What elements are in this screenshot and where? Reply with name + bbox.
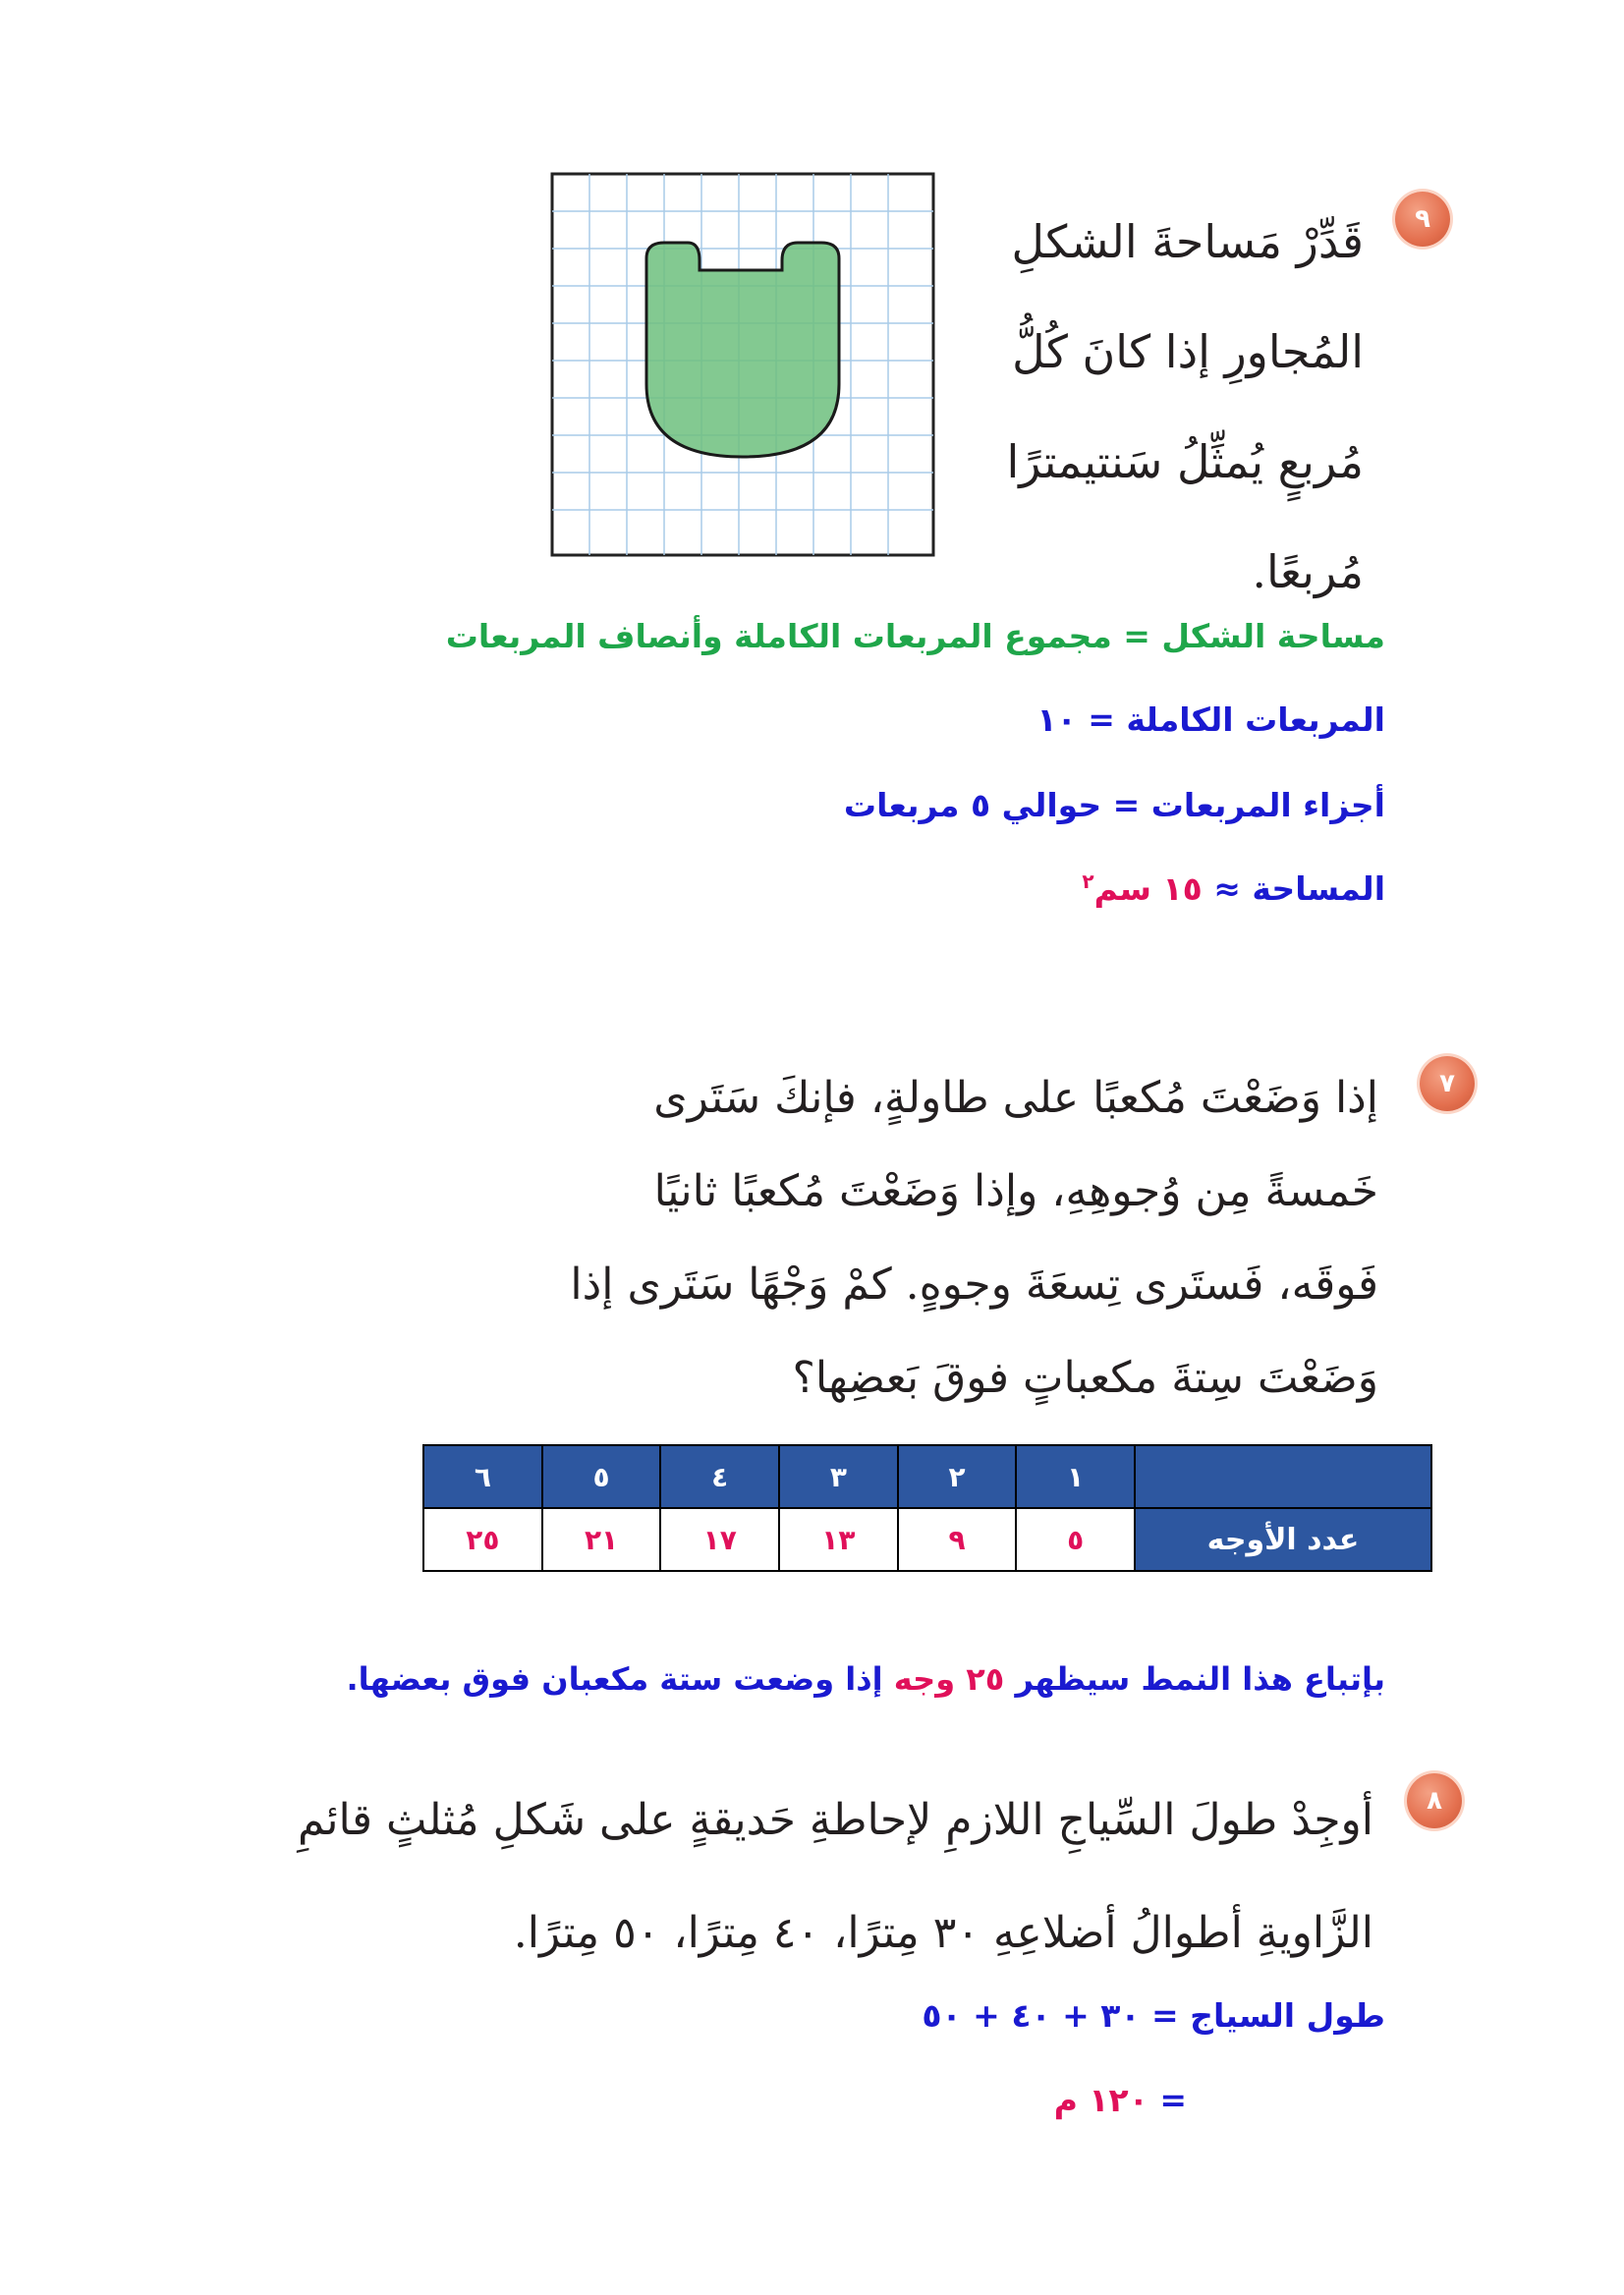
question-8-line-2: الزَّاويةِ أطوالُ أضلاعِهِ ٣٠ مِترًا، ٤٠ مِترًا، ٥٠ مِترًا. — [513, 1908, 1373, 1958]
question-7-line-2: خَمسةً مِن وُجوهِهِ، وإذا وَضَعْتَ مُكعبًا ثانيًا — [653, 1166, 1378, 1216]
value-cell: ١٧ — [660, 1508, 779, 1571]
header-cell: ٤ — [660, 1445, 779, 1508]
question-9-badge: ٩ — [1395, 192, 1450, 247]
area-exponent: ٢ — [1082, 869, 1094, 893]
q7-conclusion — [346, 1660, 1385, 1698]
value-cell: ١٣ — [779, 1508, 898, 1571]
green-shape — [646, 243, 839, 457]
question-9-text — [1007, 187, 1365, 627]
header-cell: ١ — [1016, 1445, 1135, 1508]
q9-answer-line-4 — [1082, 869, 1385, 908]
question-7-line-1: إذا وَضَعْتَ مُكعبًا على طاولةٍ، فإنكَ سَتَرى — [653, 1073, 1378, 1123]
question-8-text — [298, 1763, 1373, 1989]
grid-figure — [550, 172, 935, 557]
row-label-cell: عدد الأوجه — [1135, 1508, 1431, 1571]
question-7-text — [570, 1051, 1378, 1425]
question-9-line-4: مُربعًا. — [1252, 545, 1364, 598]
value-cell: ٩ — [898, 1508, 1017, 1571]
header-blank-cell — [1135, 1445, 1431, 1508]
conclusion-part-2: ٢٥ وجه — [893, 1660, 1005, 1698]
faces-table — [422, 1444, 1432, 1572]
question-7-line-3: فَوقَه، فَستَرى تِسعَةَ وجوهٍ. كمْ وَجْهًا سَتَرى إذا — [570, 1259, 1378, 1310]
value-cell: ٥ — [1016, 1508, 1135, 1571]
question-8-badge: ٨ — [1407, 1773, 1462, 1828]
equals-sign: = — [1159, 2081, 1187, 2119]
value-cell: ٢١ — [542, 1508, 661, 1571]
question-9-line-1: قَدِّرْ مَساحةَ الشكلِ — [1011, 215, 1364, 268]
q9-answer-line-2: المربعات الكاملة = ١٠ — [1036, 700, 1385, 739]
q8-answer-line-1: طول السياج = ٣٠ + ٤٠ + ٥٠ — [922, 1996, 1385, 2035]
q9-answer-line-1: مساحة الشكل = مجموع المربعات الكاملة وأنصاف المربعات — [445, 617, 1385, 655]
faces-table-header — [423, 1445, 1431, 1508]
question-9-line-3: مُربعٍ يُمثِّلُ سَنتيمترًا — [1006, 435, 1364, 488]
fence-length-value: ١٢٠ م — [1053, 2081, 1148, 2119]
header-cell: ٢ — [898, 1445, 1017, 1508]
header-cell: ٦ — [423, 1445, 542, 1508]
faces-table-row — [423, 1508, 1431, 1571]
header-cell: ٣ — [779, 1445, 898, 1508]
question-9-line-2: المُجاورِ إذا كانَ كُلُّ — [1012, 325, 1364, 378]
q9-answer-line-3: أجزاء المربعات = حوالي ٥ مربعات — [843, 786, 1385, 824]
q8-answer-line-2 — [1054, 2081, 1187, 2119]
value-cell: ٢٥ — [423, 1508, 542, 1571]
approx-sign: ≈ — [1213, 869, 1241, 908]
question-7-line-4: وَضَعْتَ سِتةَ مكعباتٍ فوقَ بَعضِها؟ — [792, 1353, 1378, 1403]
conclusion-part-3: إذا وضعت ستة مكعبان فوق بعضها. — [346, 1660, 883, 1698]
header-cell: ٥ — [542, 1445, 661, 1508]
question-7-badge: ٧ — [1420, 1056, 1475, 1111]
area-value: ١٥ سم — [1093, 869, 1203, 908]
conclusion-part-1: بإتباع هذا النمط سيظهر — [1015, 1660, 1385, 1698]
question-8-line-1: أوجِدْ طولَ السِّياجِ اللازمِ لإحاطةِ حَديقةٍ على شَكلِ مُثلثٍ قائمِ — [298, 1795, 1373, 1845]
area-label: المساحة — [1252, 869, 1385, 908]
